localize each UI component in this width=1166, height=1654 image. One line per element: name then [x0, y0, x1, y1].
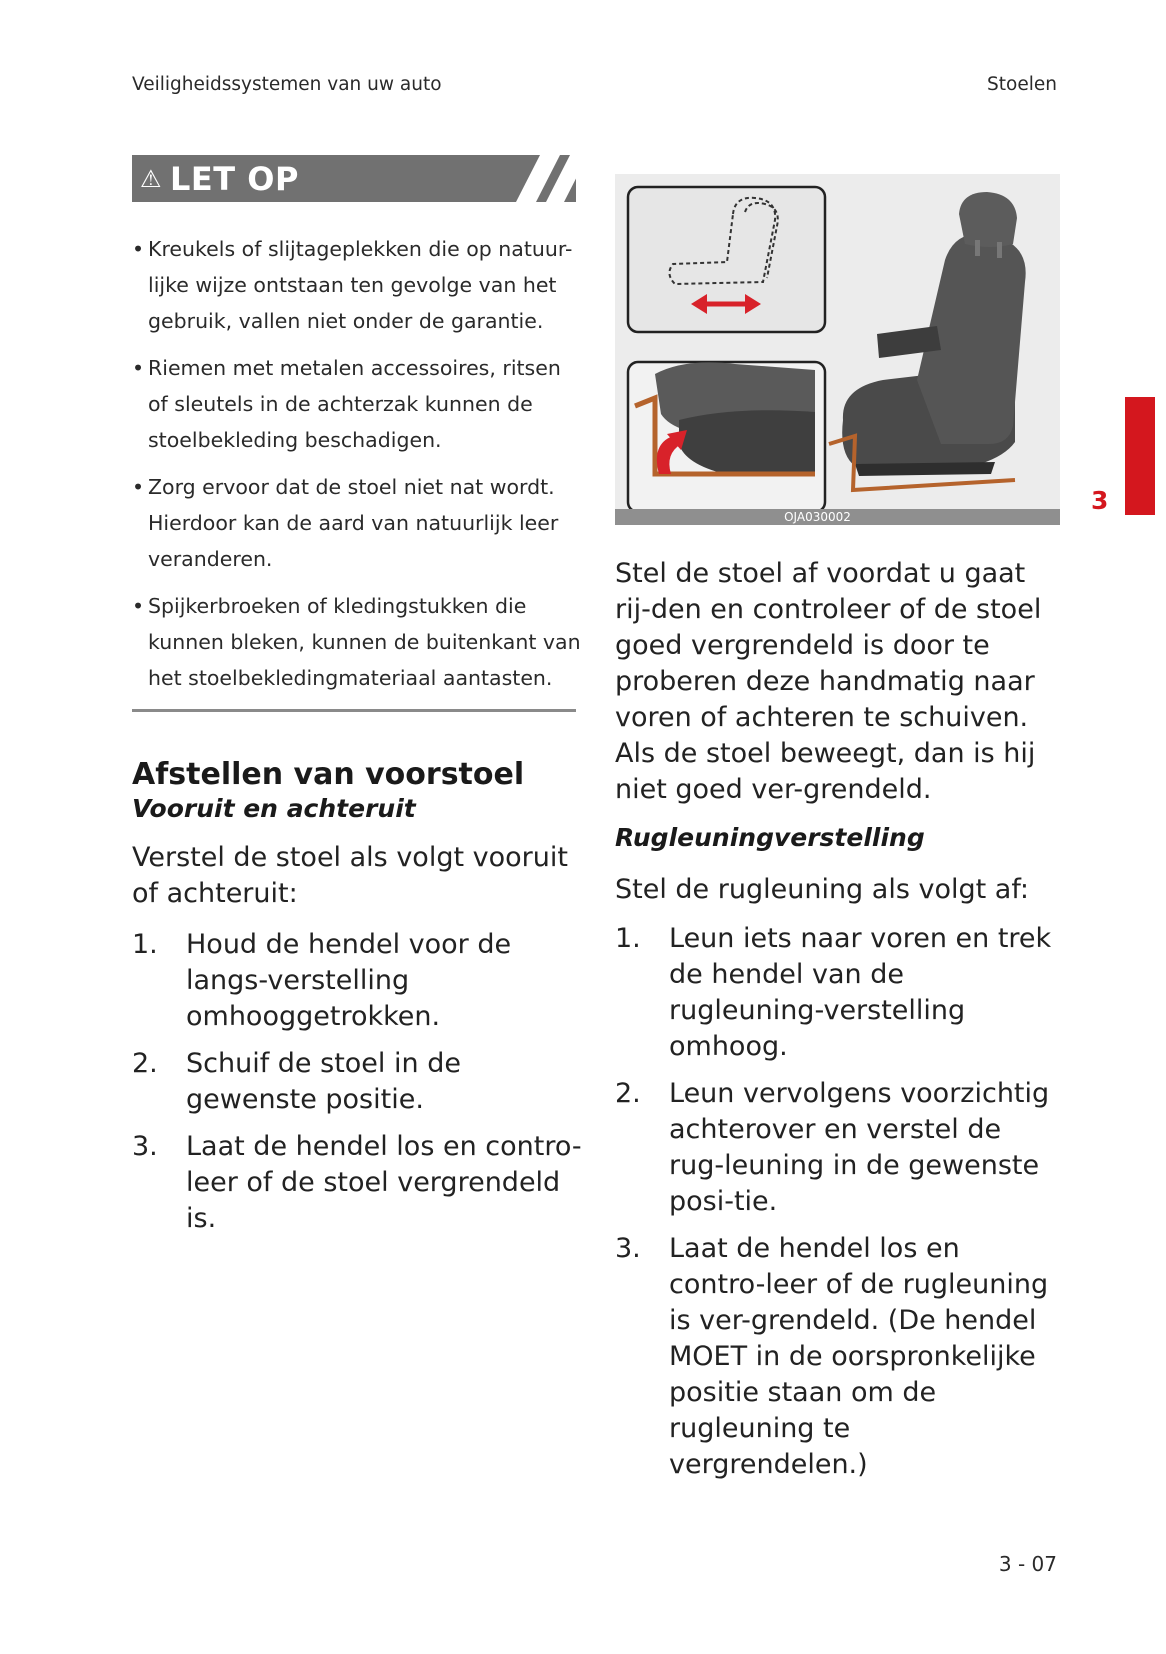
caution-banner: [132, 155, 576, 202]
chapter-tab-marker: [1125, 397, 1155, 515]
seat-adjustment-figure: [615, 174, 1060, 525]
step-item: 2. Schuif de stoel in de gewenste positie.: [132, 1048, 461, 1115]
step-item: 3. Laat de hendel los en contro-leer of de stoel vergrendeld is.: [132, 1131, 582, 1234]
section-title: Afstellen van voorstoel: [132, 757, 525, 792]
caution-item: • Spijkerbroeken of kledingstukken die kunnen bleken, kunnen de buitenkant van het stoelbekledingmateriaal aantasten.: [132, 594, 581, 690]
figure-caption: OJA030002: [615, 509, 1060, 525]
caution-item: • Riemen met metalen accessoires, ritsen of sleutels in de achterzak kunnen de stoelbekleding beschadigen.: [132, 356, 561, 452]
step-item: 1. Houd de hendel voor de langs-verstelling omhooggetrokken.: [132, 929, 512, 1032]
running-header-left: Veiligheidssystemen van uw auto: [132, 74, 442, 95]
page-number: 3 - 07: [998, 1552, 1057, 1576]
step-item: 1. Leun iets naar voren en trek de hendel van de rugleuning-verstelling omhoog.: [615, 923, 1052, 1062]
caution-item: • Zorg ervoor dat de stoel niet nat wordt. Hierdoor kan de aard van natuurlijk leer veranderen.: [132, 475, 559, 571]
subsection-title-forward-backward: Vooruit en achteruit: [132, 794, 416, 823]
caution-list: [132, 231, 582, 707]
forward-backward-steps: [132, 927, 582, 1248]
seat-illustration: [615, 174, 1060, 525]
warning-triangle-icon: ⚠: [140, 164, 163, 193]
caution-item: • Kreukels of slijtageplekken die op natuur-lijke wijze ontstaan ten gevolge van het gebruik, vallen niet onder de garantie.: [132, 237, 573, 333]
forward-backward-intro: Verstel de stoel als volgt vooruit of achteruit:: [132, 842, 568, 909]
step-item: 3. Laat de hendel los en contro-leer of de rugleuning is ver-grendeld. (De hendel MOET in de oorspronkelijke positie staan om de rugleuning te vergrendelen.): [615, 1233, 1049, 1480]
backrest-intro: Stel de rugleuning als volgt af:: [615, 874, 1029, 905]
step-item: 2. Leun vervolgens voorzichtig achterover en verstel de rug-leuning in de gewenste posi-tie.: [615, 1078, 1050, 1217]
running-header-right: Stoelen: [987, 74, 1057, 95]
check-lock-paragraph: Stel de stoel af voordat u gaat rij-den en controleer of de stoel goed vergrendeld is door te proberen deze handmatig naar voren of achteren te schuiven. Als de stoel beweegt, dan is hij niet goed ver-grendeld.: [615, 558, 1042, 805]
caution-stripes-decoration: [132, 155, 576, 202]
backrest-steps: [615, 921, 1055, 1494]
chapter-number: 3: [1091, 486, 1109, 515]
subsection-title-backrest: Rugleuningverstelling: [615, 823, 925, 852]
caution-end-rule: [132, 709, 576, 712]
caution-title: LET OP: [170, 159, 299, 198]
